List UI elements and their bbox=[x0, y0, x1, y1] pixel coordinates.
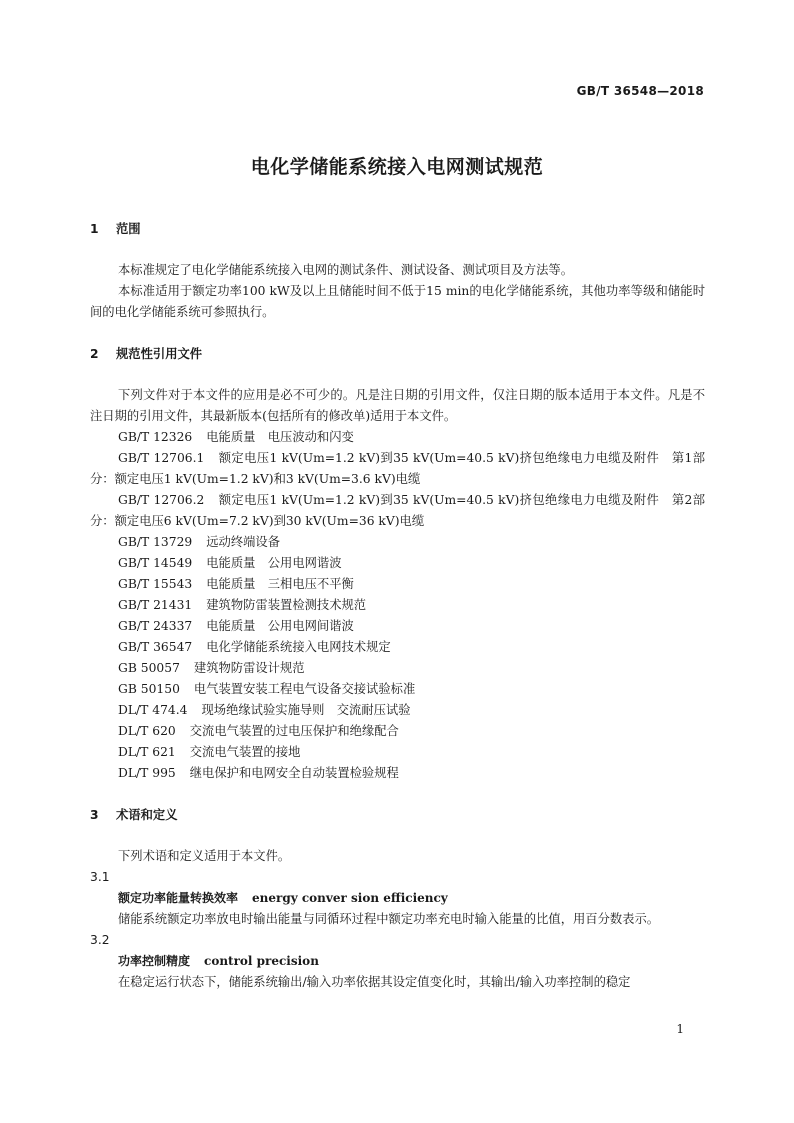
term-title bbox=[90, 951, 705, 972]
term-english: energy conver sion efficiency bbox=[252, 891, 448, 905]
section-title: 术语和定义 bbox=[116, 808, 178, 822]
term-definition: 储能系统额定功率放电时输出能量与同循环过程中额定功率充电时输入能量的比值，用百分数表示。 bbox=[118, 912, 660, 926]
reference-item bbox=[90, 637, 705, 658]
reference-code: GB/T 15543 bbox=[118, 577, 193, 591]
reference-item bbox=[90, 532, 705, 553]
section-title: 规范性引用文件 bbox=[116, 347, 203, 361]
section-title: 范围 bbox=[116, 222, 141, 236]
paragraph: 下列文件对于本文件的应用是必不可少的。凡是注日期的引用文件，仅注日期的版本适用于本文件。凡是不注日期的引用文件，其最新版本(包括所有的修改单)适用于本文件。 bbox=[90, 388, 705, 423]
reference-item bbox=[90, 742, 705, 763]
term-english: control precision bbox=[204, 954, 319, 968]
reference-item bbox=[90, 658, 705, 679]
reference-item bbox=[90, 574, 705, 595]
reference-title: 额定电压1 kV(Um=1.2 kV)到35 kV(Um=40.5 kV)挤包绝缘电力电缆及附件 第1部分：额定电压1 kV(Um=1.2 kV)和3 kV(Um=3.6 kV)电缆 bbox=[90, 451, 705, 486]
reference-title: 交流电气装置的过电压保护和绝缘配合 bbox=[189, 724, 399, 738]
reference-title: 额定电压1 kV(Um=1.2 kV)到35 kV(Um=40.5 kV)挤包绝缘电力电缆及附件 第2部分：额定电压6 kV(Um=7.2 kV)到30 kV(Um=36 kV)电缆 bbox=[90, 493, 705, 528]
reference-code: GB/T 13729 bbox=[118, 535, 193, 549]
reference-code: GB/T 36547 bbox=[118, 640, 193, 654]
reference-item bbox=[90, 679, 705, 700]
reference-code: GB/T 12706.1 bbox=[118, 451, 205, 465]
paragraph: 下列术语和定义适用于本文件。 bbox=[118, 849, 291, 863]
reference-title: 交流电气装置的接地 bbox=[189, 745, 301, 759]
section-heading-scope bbox=[90, 219, 705, 240]
reference-code: DL/T 995 bbox=[118, 766, 176, 780]
reference-code: GB/T 21431 bbox=[118, 598, 193, 612]
section-heading-terms bbox=[90, 805, 705, 826]
reference-item bbox=[90, 616, 705, 637]
section-number: 1 bbox=[90, 222, 99, 236]
reference-title: 电能质量 公用电网间谐波 bbox=[206, 619, 354, 633]
reference-item bbox=[90, 427, 705, 448]
term-chinese: 额定功率能量转换效率 bbox=[118, 891, 239, 905]
reference-code: DL/T 621 bbox=[118, 745, 176, 759]
reference-item bbox=[90, 763, 705, 784]
reference-code: GB/T 12326 bbox=[118, 430, 193, 444]
reference-title: 现场绝缘试验实施导则 交流耐压试验 bbox=[201, 703, 411, 717]
reference-title: 建筑物防雷装置检测技术规范 bbox=[206, 598, 367, 612]
reference-title: 继电保护和电网安全自动装置检验规程 bbox=[189, 766, 399, 780]
reference-title: 电能质量 公用电网谐波 bbox=[206, 556, 342, 570]
reference-item bbox=[90, 595, 705, 616]
standard-code: GB/T 36548—2018 bbox=[576, 84, 704, 98]
reference-code: GB/T 24337 bbox=[118, 619, 193, 633]
reference-item bbox=[90, 553, 705, 574]
reference-code: DL/T 620 bbox=[118, 724, 176, 738]
page-number: 1 bbox=[676, 1022, 684, 1036]
reference-code: DL/T 474.4 bbox=[118, 703, 188, 717]
reference-title: 电化学储能系统接入电网技术规定 bbox=[206, 640, 391, 654]
term-definition: 在稳定运行状态下，储能系统输出/输入功率依据其设定值变化时，其输出/输入功率控制的稳定 bbox=[118, 975, 631, 989]
paragraph: 本标准规定了电化学储能系统接入电网的测试条件、测试设备、测试项目及方法等。 bbox=[118, 263, 573, 277]
paragraph: 本标准适用于额定功率100 kW及以上且储能时间不低于15 min的电化学储能系统，其他功率等级和储能时间的电化学储能系统可参照执行。 bbox=[90, 284, 705, 319]
term-chinese: 功率控制精度 bbox=[118, 954, 191, 968]
section-number: 3 bbox=[90, 808, 99, 822]
term-title bbox=[90, 888, 705, 909]
reference-code: GB 50057 bbox=[118, 661, 180, 675]
reference-title: 电能质量 三相电压不平衡 bbox=[206, 577, 354, 591]
reference-code: GB/T 14549 bbox=[118, 556, 193, 570]
reference-code: GB 50150 bbox=[118, 682, 180, 696]
reference-title: 建筑物防雷设计规范 bbox=[193, 661, 305, 675]
document-title: 电化学储能系统接入电网测试规范 bbox=[250, 156, 544, 178]
reference-title: 电气装置安装工程电气设备交接试验标准 bbox=[193, 682, 416, 696]
term-number: 3.2 bbox=[90, 933, 110, 947]
section-number: 2 bbox=[90, 347, 99, 361]
reference-title: 远动终端设备 bbox=[206, 535, 281, 549]
reference-item bbox=[90, 448, 705, 490]
reference-item bbox=[90, 700, 705, 721]
reference-title: 电能质量 电压波动和闪变 bbox=[206, 430, 354, 444]
term-number: 3.1 bbox=[90, 870, 110, 884]
reference-item bbox=[90, 721, 705, 742]
document-body bbox=[90, 219, 705, 993]
reference-item bbox=[90, 490, 705, 532]
section-heading-references bbox=[90, 344, 705, 365]
reference-code: GB/T 12706.2 bbox=[118, 493, 205, 507]
